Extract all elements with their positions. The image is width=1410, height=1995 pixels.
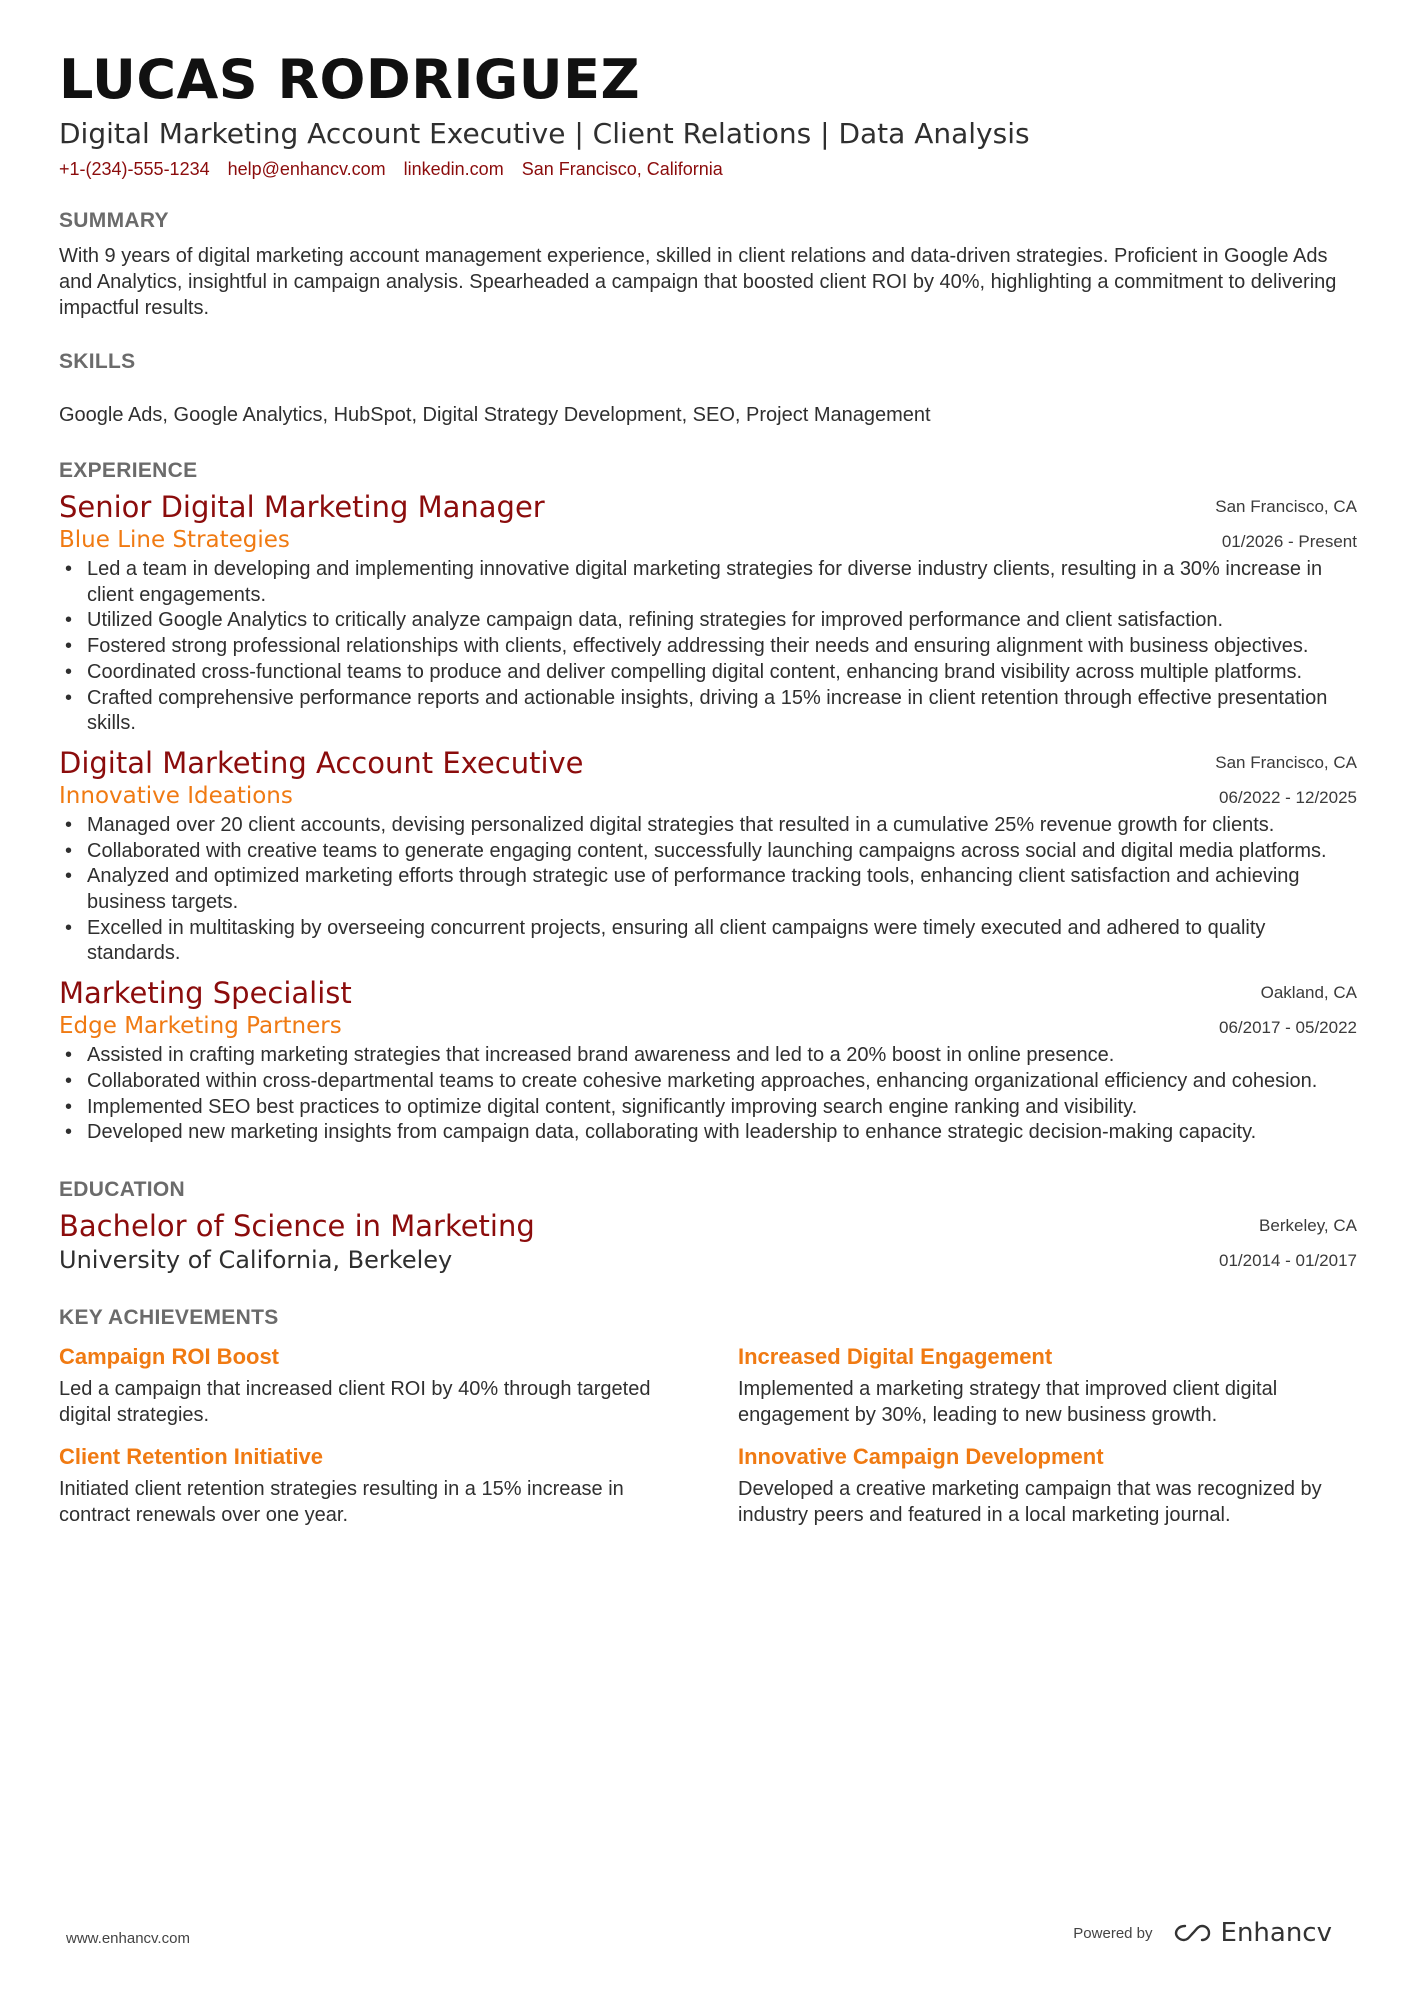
contact-linkedin[interactable]: linkedin.com: [403, 159, 504, 179]
achievement-title: Client Retention Initiative: [59, 1443, 324, 1469]
achievements-section: [59, 1304, 1357, 1528]
bullet-item: • Developed new marketing insights from campaign data, collaborating with leadership to enhance strategic decision-making capacity.: [59, 1120, 1357, 1146]
bullet-item: • Collaborated with creative teams to generate engaging content, successfully launching campaigns across social and digital media platforms.: [59, 839, 1357, 865]
achievement-item: [738, 1442, 1357, 1528]
job-entry: [59, 745, 1357, 967]
job-meta: [1215, 745, 1357, 815]
achievement-desc: Developed a creative marketing campaign that was recognized by industry peers and featured in a local marketing journal.: [738, 1477, 1322, 1526]
education-heading: EDUCATION: [59, 1177, 185, 1201]
achievement-desc: Implemented a marketing strategy that improved client digital engagement by 30%, leading to new business growth.: [738, 1377, 1278, 1426]
job-bullets: [59, 1043, 1357, 1146]
bullet-item: • Managed over 20 client accounts, devising personalized digital strategies that resulted in a cumulative 25% revenue growth for clients.: [59, 813, 1357, 839]
contact-email[interactable]: help@enhancv.com: [227, 159, 386, 179]
job-location: Oakland, CA: [1260, 983, 1357, 1003]
education-meta: [1219, 1208, 1357, 1278]
job-dates: 06/2017 - 05/2022: [1218, 1018, 1357, 1038]
skills-section: [59, 348, 1357, 428]
education-location: Berkeley, CA: [1259, 1215, 1357, 1235]
enhancv-logo-icon: [1173, 1922, 1213, 1944]
bullet-item: • Utilized Google Analytics to critically analyze campaign data, refining strategies for improved performance and client satisfaction.: [59, 608, 1357, 634]
enhancv-logo[interactable]: [1173, 1918, 1332, 1948]
education-dates: 01/2014 - 01/2017: [1218, 1250, 1357, 1270]
achievement-desc: Initiated client retention strategies resulting in a 15% increase in contract renewals over one year.: [59, 1477, 624, 1526]
summary-heading: SUMMARY: [59, 209, 169, 232]
experience-section: [59, 457, 1357, 1146]
education-entry: [59, 1208, 1357, 1276]
achievement-title: Campaign ROI Boost: [59, 1343, 280, 1369]
achievement-title: Innovative Campaign Development: [738, 1443, 1104, 1469]
achievement-desc: Led a campaign that increased client ROI by 40% through targeted digital strategies.: [59, 1377, 651, 1426]
bullet-item: • Coordinated cross-functional teams to produce and deliver compelling digital content, enhancing brand visibility across multiple platforms.: [59, 660, 1357, 686]
brand-name: Enhancv: [1220, 1918, 1332, 1948]
education-degree: Bachelor of Science in Marketing: [59, 1208, 535, 1243]
bullet-item: • Excelled in multitasking by overseeing concurrent projects, ensuring all client campaigns were timely executed and adhered to quality standards.: [59, 916, 1357, 967]
candidate-name: LUCAS RODRIGUEZ: [59, 48, 641, 111]
resume-page: [59, 48, 1357, 1528]
job-title: Digital Marketing Account Executive: [59, 745, 584, 780]
job-title: Senior Digital Marketing Manager: [59, 490, 545, 524]
footer-branding: [1073, 1918, 1332, 1948]
bullet-item: • Assisted in crafting marketing strategies that increased brand awareness and led to a 20% boost in online presence.: [59, 1043, 1357, 1069]
education-section: [59, 1176, 1357, 1276]
job-meta: [1219, 975, 1357, 1045]
job-entry: [59, 489, 1357, 737]
summary-text: With 9 years of digital marketing account management experience, skilled in client relations and data-driven strategies. Proficient in Google Ads and Analytics, insightful in campaign analysis. Spearheaded a campaign that boosted client ROI by 40%, highlighting a commitment to delivering impactful results.: [59, 245, 1337, 319]
job-location: San Francisco, CA: [1215, 497, 1357, 516]
achievement-title: Increased Digital Engagement: [738, 1343, 1053, 1369]
summary-section: [59, 207, 1357, 321]
bullet-item: • Led a team in developing and implementing innovative digital marketing strategies for diverse industry clients, resulting in a 30% increase in client engagements.: [59, 557, 1357, 608]
job-entry: [59, 975, 1357, 1146]
job-company: Edge Marketing Partners: [59, 1013, 342, 1040]
powered-by-label: Powered by: [1073, 1924, 1153, 1942]
bullet-item: • Analyzed and optimized marketing efforts through strategic use of performance tracking tools, enhancing client satisfaction and achieving business targets.: [59, 864, 1357, 915]
job-meta: [1215, 489, 1357, 559]
education-school: University of California, Berkeley: [59, 1245, 453, 1274]
achievement-item: [59, 1342, 678, 1428]
job-bullets: [59, 813, 1357, 967]
footer-website[interactable]: www.enhancv.com: [66, 1930, 190, 1947]
bullet-item: • Collaborated within cross-departmental teams to create cohesive marketing approaches, enhancing organizational efficiency and cohesion.: [59, 1069, 1357, 1095]
skills-heading: SKILLS: [59, 350, 136, 373]
experience-heading: EXPERIENCE: [59, 459, 198, 482]
contact-location: San Francisco, California: [521, 159, 723, 179]
achievement-item: [59, 1442, 678, 1528]
contact-info: [59, 156, 1357, 182]
job-bullets: [59, 557, 1357, 737]
resume-header: [59, 48, 1357, 182]
bullet-item: • Implemented SEO best practices to optimize digital content, significantly improving search engine ranking and visibility.: [59, 1095, 1357, 1121]
job-company: Blue Line Strategies: [59, 527, 290, 553]
job-dates: 01/2026 - Present: [1221, 532, 1357, 551]
bullet-item: • Crafted comprehensive performance reports and actionable insights, driving a 15% increase in client retention through effective presentation skills.: [59, 686, 1357, 737]
achievements-grid: [59, 1342, 1357, 1528]
bullet-item: • Fostered strong professional relationships with clients, effectively addressing their needs and ensuring alignment with business objectives.: [59, 634, 1357, 660]
contact-phone[interactable]: +1-(234)-555-1234: [59, 159, 210, 179]
job-title: Marketing Specialist: [59, 976, 352, 1011]
candidate-headline: Digital Marketing Account Executive | Client Relations | Data Analysis: [59, 117, 1030, 150]
achievement-item: [738, 1342, 1357, 1428]
job-company: Innovative Ideations: [59, 782, 293, 809]
achievements-heading: KEY ACHIEVEMENTS: [59, 1305, 279, 1329]
job-dates: 06/2022 - 12/2025: [1218, 787, 1357, 807]
job-location: San Francisco, CA: [1215, 752, 1357, 772]
skills-list: Google Ads, Google Analytics, HubSpot, Digital Strategy Development, SEO, Project Management: [59, 404, 931, 426]
